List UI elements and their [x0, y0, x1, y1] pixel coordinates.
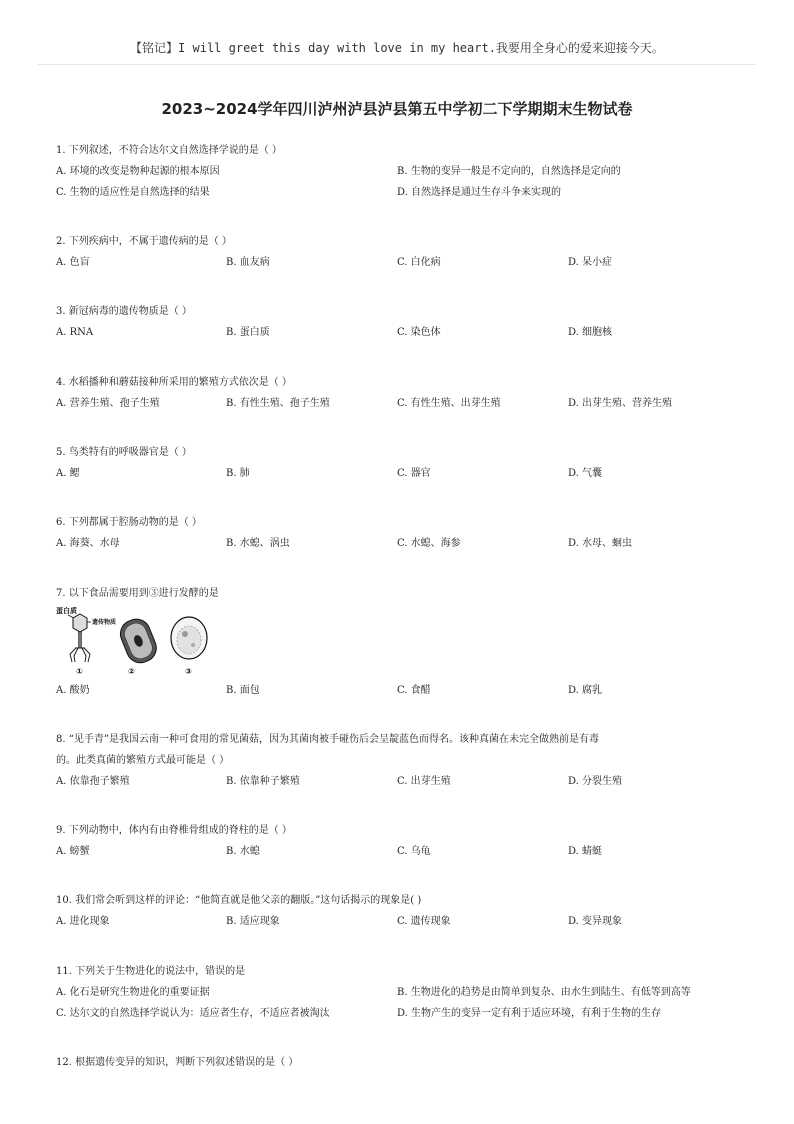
- marker-1: ①: [76, 667, 83, 676]
- option-a[interactable]: A. 螃蟹: [56, 846, 90, 857]
- option-b[interactable]: B. 适应现象: [226, 916, 280, 927]
- option-b[interactable]: B. 血友病: [226, 257, 270, 268]
- bacteriophage-icon: [70, 614, 90, 662]
- question-11: [56, 961, 746, 1024]
- option-d[interactable]: D. 生物产生的变异一定有利于适应环境，有利于生物的生存: [397, 1008, 662, 1019]
- question-stem: 8. “见手青”是我国云南一种可食用的常见菌菇，因为其菌肉被手碰伤后会呈靛蓝色而得名。该种真菌在未完全做熟前是有毒: [56, 734, 599, 745]
- option-b[interactable]: B. 依靠种子繁殖: [226, 776, 300, 787]
- question-10: [56, 890, 746, 932]
- option-c[interactable]: C. 器官: [397, 468, 431, 479]
- question-stem: 1. 下列叙述，不符合达尔文自然选择学说的是（ ）: [56, 145, 282, 156]
- option-b[interactable]: B. 肺: [226, 468, 250, 479]
- bacterium-icon: [116, 615, 160, 667]
- option-c[interactable]: C. 白化病: [397, 257, 441, 268]
- option-c[interactable]: C. 染色体: [397, 327, 441, 338]
- question-stem: 10. 我们常会听到这样的评论：“他简直就是他父亲的翻版。”这句话揭示的现象是( ): [56, 895, 422, 906]
- option-a[interactable]: A. RNA: [56, 327, 94, 338]
- question-stem: 3. 新冠病毒的遗传物质是（ ）: [56, 306, 192, 317]
- option-a[interactable]: A. 营养生殖、孢子生殖: [56, 398, 160, 409]
- question-12: [56, 1052, 746, 1073]
- option-b[interactable]: B. 蛋白质: [226, 327, 270, 338]
- option-c[interactable]: C. 出芽生殖: [397, 776, 451, 787]
- question-stem: 6. 下列都属于腔肠动物的是（ ）: [56, 517, 202, 528]
- option-a[interactable]: A. 依靠孢子繁殖: [56, 776, 130, 787]
- question-7-options: [56, 680, 746, 701]
- microorganism-figure: [56, 604, 216, 678]
- option-a[interactable]: A. 化石是研究生物进化的重要证据: [56, 987, 210, 998]
- header-divider: [38, 64, 756, 65]
- option-d[interactable]: D. 蜻蜓: [568, 846, 603, 857]
- question-7: [56, 583, 746, 604]
- option-c[interactable]: C. 水螅、海参: [397, 538, 461, 549]
- question-stem: 9. 下列动物中，体内有由脊椎骨组成的脊柱的是（ ）: [56, 825, 292, 836]
- question-6: [56, 512, 746, 554]
- option-a[interactable]: A. 酸奶: [56, 685, 90, 696]
- option-c[interactable]: C. 生物的适应性是自然选择的结果: [56, 187, 210, 198]
- option-c[interactable]: C. 有性生殖、出芽生殖: [397, 398, 501, 409]
- question-1: [56, 140, 746, 203]
- option-b[interactable]: B. 面包: [226, 685, 260, 696]
- option-d[interactable]: D. 变异现象: [568, 916, 623, 927]
- question-4: [56, 372, 746, 414]
- option-a[interactable]: A. 海葵、水母: [56, 538, 120, 549]
- question-5: [56, 442, 746, 484]
- option-b[interactable]: B. 生物进化的趋势是由简单到复杂、由水生到陆生、有低等到高等: [397, 987, 691, 998]
- option-d[interactable]: D. 腐乳: [568, 685, 603, 696]
- yeast-icon: [171, 617, 207, 659]
- question-2: [56, 231, 746, 273]
- protein-label: 蛋白质: [56, 607, 77, 615]
- option-c[interactable]: C. 达尔文的自然选择学说认为：适应者生存，不适应者被淘汰: [56, 1008, 330, 1019]
- option-b[interactable]: B. 水螅: [226, 846, 260, 857]
- question-3: [56, 301, 746, 343]
- question-stem: 11. 下列关于生物进化的说法中，错误的是: [56, 966, 246, 977]
- question-stem: 4. 水稻播种和蘑菇接种所采用的繁殖方式依次是（ ）: [56, 377, 292, 388]
- question-9: [56, 820, 746, 862]
- question-stem: 5. 鸟类特有的呼吸器官是（ ）: [56, 447, 192, 458]
- option-d[interactable]: D. 出芽生殖、营养生殖: [568, 398, 673, 409]
- option-d[interactable]: D. 呆小症: [568, 257, 613, 268]
- option-b[interactable]: B. 有性生殖、孢子生殖: [226, 398, 330, 409]
- question-stem: 2. 下列疾病中，不属于遗传病的是（ ）: [56, 236, 232, 247]
- option-a[interactable]: A. 色盲: [56, 257, 90, 268]
- option-c[interactable]: C. 乌龟: [397, 846, 431, 857]
- question-stem: 12. 根据遗传变异的知识，判断下列叙述错误的是（ ）: [56, 1057, 299, 1068]
- page-title: 2023~2024学年四川泸州泸县泸县第五中学初二下学期期末生物试卷: [161, 100, 633, 118]
- question-stem-continued: 的。此类真菌的繁殖方式最可能是（ ）: [56, 755, 230, 766]
- option-d[interactable]: D. 分裂生殖: [568, 776, 623, 787]
- marker-3: ③: [185, 667, 192, 676]
- option-c[interactable]: C. 食醋: [397, 685, 431, 696]
- option-a[interactable]: A. 环境的改变是物种起源的根本原因: [56, 166, 220, 177]
- option-d[interactable]: D. 水母、蛔虫: [568, 538, 633, 549]
- option-b[interactable]: B. 生物的变异一般是不定向的，自然选择是定向的: [397, 166, 621, 177]
- marker-2: ②: [128, 667, 135, 676]
- option-a[interactable]: A. 进化现象: [56, 916, 110, 927]
- option-c[interactable]: C. 遗传现象: [397, 916, 451, 927]
- option-d[interactable]: D. 细胞核: [568, 327, 613, 338]
- option-d[interactable]: D. 气囊: [568, 468, 603, 479]
- option-d[interactable]: D. 自然选择是通过生存斗争来实现的: [397, 187, 562, 198]
- motto-line: 【铭记】I will greet this day with love in my heart.我要用全身心的爱来迎接今天。: [130, 41, 664, 55]
- question-stem: 7. 以下食品需要用到③进行发酵的是: [56, 588, 219, 599]
- genetic-material-label: 遗传物质: [92, 619, 117, 626]
- option-a[interactable]: A. 鳃: [56, 468, 80, 479]
- question-8: [56, 729, 746, 792]
- option-b[interactable]: B. 水螅、涡虫: [226, 538, 290, 549]
